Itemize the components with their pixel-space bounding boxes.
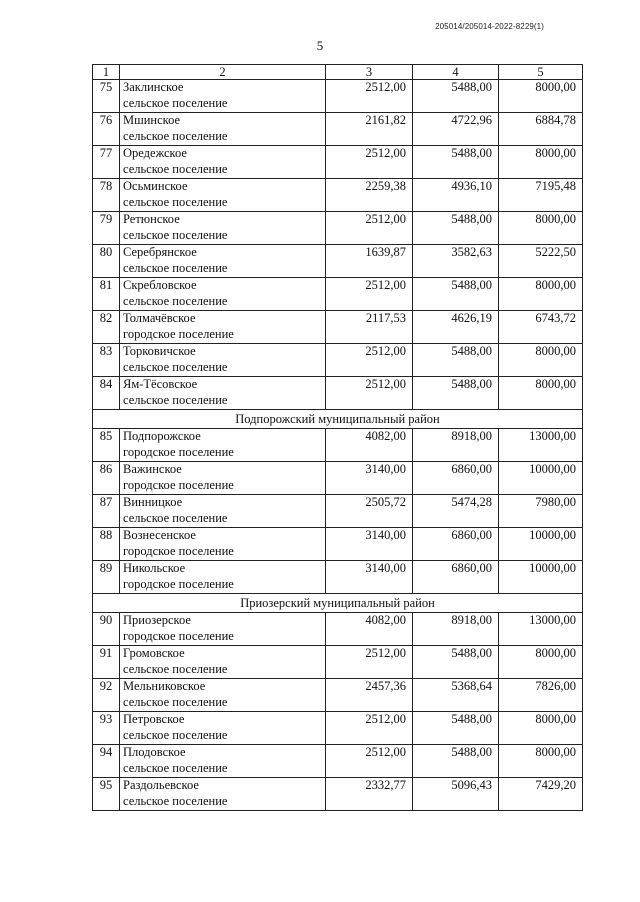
amount-c5: 7195,48	[499, 179, 583, 212]
settlement-name: Мельниковское	[123, 679, 206, 693]
settlement-kind: городское поселение	[123, 576, 234, 591]
settlement-name: Мшинское	[123, 113, 181, 127]
column-header: 5	[499, 65, 583, 80]
column-header: 1	[93, 65, 120, 80]
amount-c4: 8918,00	[413, 613, 499, 646]
settlement-cell	[120, 278, 326, 311]
row-number: 79	[93, 212, 120, 245]
amount-c4: 4722,96	[413, 113, 499, 146]
row-number: 82	[93, 311, 120, 344]
settlement-name: Винницкое	[123, 495, 183, 509]
amount-c3: 2259,38	[326, 179, 413, 212]
settlement-cell	[120, 344, 326, 377]
settlement-name: Толмачёвское	[123, 311, 196, 325]
amount-c4: 5096,43	[413, 778, 499, 811]
settlement-name: Приозерское	[123, 613, 191, 627]
amount-c5: 6743,72	[499, 311, 583, 344]
amount-c3: 2512,00	[326, 80, 413, 113]
settlement-cell	[120, 212, 326, 245]
settlement-kind: сельское поселение	[123, 95, 228, 110]
amount-c5: 7826,00	[499, 679, 583, 712]
table-row	[93, 311, 583, 344]
table-row	[93, 561, 583, 594]
amount-c3: 2161,82	[326, 113, 413, 146]
settlement-name: Петровское	[123, 712, 185, 726]
settlement-kind: городское поселение	[123, 477, 234, 492]
table-row	[93, 245, 583, 278]
settlement-cell	[120, 179, 326, 212]
amount-c4: 6860,00	[413, 528, 499, 561]
amount-c4: 5488,00	[413, 646, 499, 679]
amount-c4: 5474,28	[413, 495, 499, 528]
row-number: 86	[93, 462, 120, 495]
settlement-cell	[120, 429, 326, 462]
amount-c5: 8000,00	[499, 80, 583, 113]
amount-c5: 10000,00	[499, 528, 583, 561]
table-row	[93, 377, 583, 410]
settlement-name: Подпорожское	[123, 429, 201, 443]
table-row	[93, 80, 583, 113]
column-header-row	[93, 65, 583, 80]
amount-c4: 4936,10	[413, 179, 499, 212]
amount-c5: 8000,00	[499, 344, 583, 377]
row-number: 87	[93, 495, 120, 528]
amount-c4: 8918,00	[413, 429, 499, 462]
settlement-name: Раздольевское	[123, 778, 199, 792]
row-number: 88	[93, 528, 120, 561]
amount-c3: 2512,00	[326, 646, 413, 679]
amount-c3: 4082,00	[326, 613, 413, 646]
row-number: 76	[93, 113, 120, 146]
settlement-kind: сельское поселение	[123, 661, 228, 676]
amount-c3: 2512,00	[326, 344, 413, 377]
settlement-kind: сельское поселение	[123, 293, 228, 308]
settlement-cell	[120, 712, 326, 745]
row-number: 91	[93, 646, 120, 679]
row-number: 90	[93, 613, 120, 646]
district-title: Подпорожский муниципальный район	[93, 410, 583, 429]
amount-c5: 8000,00	[499, 146, 583, 179]
settlement-cell	[120, 462, 326, 495]
settlement-name: Никольское	[123, 561, 186, 575]
amount-c4: 4626,19	[413, 311, 499, 344]
settlement-name: Заклинское	[123, 80, 184, 94]
settlement-name: Скребловское	[123, 278, 197, 292]
row-number: 89	[93, 561, 120, 594]
row-number: 93	[93, 712, 120, 745]
settlement-cell	[120, 377, 326, 410]
settlement-name: Серебрянское	[123, 245, 197, 259]
amount-c3: 2505,72	[326, 495, 413, 528]
settlement-kind: сельское поселение	[123, 510, 228, 525]
amount-c4: 5488,00	[413, 278, 499, 311]
table-row	[93, 778, 583, 811]
document-reference: 205014/205014-2022-8229(1)	[435, 22, 544, 31]
amount-c5: 8000,00	[499, 212, 583, 245]
table-row	[93, 179, 583, 212]
amount-c5: 8000,00	[499, 377, 583, 410]
settlement-name: Ретюнское	[123, 212, 180, 226]
amount-c3: 2512,00	[326, 745, 413, 778]
amount-c3: 2512,00	[326, 377, 413, 410]
table-row	[93, 646, 583, 679]
table-row	[93, 745, 583, 778]
settlement-name: Ям-Тёсовское	[123, 377, 198, 391]
settlement-kind: сельское поселение	[123, 128, 228, 143]
amount-c5: 7429,20	[499, 778, 583, 811]
amount-c4: 5488,00	[413, 80, 499, 113]
settlement-cell	[120, 495, 326, 528]
settlement-cell	[120, 561, 326, 594]
table-row	[93, 429, 583, 462]
settlement-name: Плодовское	[123, 745, 186, 759]
table-row	[93, 113, 583, 146]
amount-c3: 2512,00	[326, 146, 413, 179]
amount-c4: 5488,00	[413, 212, 499, 245]
amount-c5: 6884,78	[499, 113, 583, 146]
amount-c5: 10000,00	[499, 462, 583, 495]
settlement-cell	[120, 245, 326, 278]
page-number: 5	[316, 38, 324, 53]
amount-c4: 3582,63	[413, 245, 499, 278]
amount-c3: 3140,00	[326, 561, 413, 594]
settlement-kind: сельское поселение	[123, 694, 228, 709]
amount-c3: 1639,87	[326, 245, 413, 278]
amount-c4: 5488,00	[413, 712, 499, 745]
settlement-cell	[120, 311, 326, 344]
row-number: 75	[93, 80, 120, 113]
amount-c4: 5488,00	[413, 146, 499, 179]
settlement-name: Оредежское	[123, 146, 187, 160]
table-row	[93, 146, 583, 179]
table-row	[93, 712, 583, 745]
settlement-cell	[120, 679, 326, 712]
allocation-table	[92, 64, 583, 811]
amount-c3: 2512,00	[326, 278, 413, 311]
table-row	[93, 278, 583, 311]
settlement-kind: сельское поселение	[123, 194, 228, 209]
row-number: 78	[93, 179, 120, 212]
amount-c5: 8000,00	[499, 712, 583, 745]
amount-c5: 5222,50	[499, 245, 583, 278]
settlement-cell	[120, 528, 326, 561]
amount-c5: 13000,00	[499, 613, 583, 646]
amount-c4: 5488,00	[413, 377, 499, 410]
amount-c3: 4082,00	[326, 429, 413, 462]
table-row	[93, 528, 583, 561]
amount-c3: 3140,00	[326, 462, 413, 495]
settlement-cell	[120, 646, 326, 679]
settlement-name: Осьминское	[123, 179, 188, 193]
settlement-cell	[120, 113, 326, 146]
settlement-kind: сельское поселение	[123, 727, 228, 742]
row-number: 92	[93, 679, 120, 712]
row-number: 94	[93, 745, 120, 778]
amount-c4: 5368,64	[413, 679, 499, 712]
settlement-kind: городское поселение	[123, 543, 234, 558]
amount-c3: 2117,53	[326, 311, 413, 344]
settlement-name: Торковичское	[123, 344, 196, 358]
settlement-kind: городское поселение	[123, 326, 234, 341]
table-row	[93, 679, 583, 712]
settlement-kind: сельское поселение	[123, 260, 228, 275]
settlement-cell	[120, 80, 326, 113]
table-row	[93, 613, 583, 646]
settlement-kind: сельское поселение	[123, 760, 228, 775]
settlement-kind: городское поселение	[123, 628, 234, 643]
settlement-kind: городское поселение	[123, 444, 234, 459]
amount-c3: 3140,00	[326, 528, 413, 561]
column-header: 4	[413, 65, 499, 80]
amount-c3: 2332,77	[326, 778, 413, 811]
district-section-row	[93, 594, 583, 613]
settlement-kind: сельское поселение	[123, 227, 228, 242]
amount-c5: 8000,00	[499, 745, 583, 778]
row-number: 80	[93, 245, 120, 278]
amount-c5: 10000,00	[499, 561, 583, 594]
row-number: 81	[93, 278, 120, 311]
settlement-name: Громовское	[123, 646, 185, 660]
table-row	[93, 344, 583, 377]
amount-c3: 2512,00	[326, 212, 413, 245]
table-row	[93, 462, 583, 495]
amount-c5: 7980,00	[499, 495, 583, 528]
settlement-kind: сельское поселение	[123, 793, 228, 808]
row-number: 77	[93, 146, 120, 179]
table-row	[93, 495, 583, 528]
district-section-row	[93, 410, 583, 429]
settlement-cell	[120, 146, 326, 179]
settlement-name: Вознесенское	[123, 528, 196, 542]
row-number: 85	[93, 429, 120, 462]
amount-c4: 6860,00	[413, 462, 499, 495]
table-row	[93, 212, 583, 245]
amount-c5: 13000,00	[499, 429, 583, 462]
amount-c4: 5488,00	[413, 745, 499, 778]
settlement-kind: сельское поселение	[123, 161, 228, 176]
amount-c3: 2457,36	[326, 679, 413, 712]
column-header: 2	[120, 65, 326, 80]
row-number: 95	[93, 778, 120, 811]
settlement-cell	[120, 613, 326, 646]
amount-c4: 5488,00	[413, 344, 499, 377]
row-number: 84	[93, 377, 120, 410]
amount-c4: 6860,00	[413, 561, 499, 594]
amount-c3: 2512,00	[326, 712, 413, 745]
column-header: 3	[326, 65, 413, 80]
district-title: Приозерский муниципальный район	[93, 594, 583, 613]
row-number: 83	[93, 344, 120, 377]
amount-c5: 8000,00	[499, 646, 583, 679]
settlement-cell	[120, 778, 326, 811]
settlement-kind: сельское поселение	[123, 392, 228, 407]
amount-c5: 8000,00	[499, 278, 583, 311]
settlement-name: Важинское	[123, 462, 182, 476]
settlement-cell	[120, 745, 326, 778]
settlement-kind: сельское поселение	[123, 359, 228, 374]
